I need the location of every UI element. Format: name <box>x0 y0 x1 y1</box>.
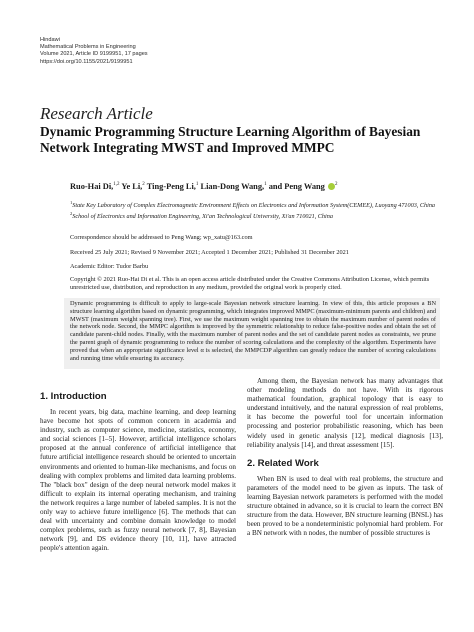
affiliation-item <box>70 210 440 221</box>
intro-heading: 1. Introduction <box>40 391 107 402</box>
author-affil-marker: 2 <box>142 182 145 188</box>
right-column <box>247 377 443 539</box>
author-affil-marker: 1,2 <box>113 182 120 188</box>
affiliation-marker: 2 <box>70 210 73 216</box>
author-list <box>70 182 337 191</box>
related-work-heading: 2. Related Work <box>247 457 319 469</box>
author-name: Ruo-Hai Di, <box>70 182 114 191</box>
author-affil-marker: 1 <box>264 182 267 188</box>
author-name: and Peng Wang <box>268 182 325 191</box>
author-name: Ye Li, <box>121 182 143 191</box>
author-name: Lian-Dong Wang, <box>200 182 265 191</box>
publication-dates: Received 25 July 2021; Revised 9 November 2021; Accepted 1 December 2021; Published 31 December 2021 <box>70 249 349 256</box>
affiliation-marker: 1 <box>70 200 73 205</box>
academic-editor: Academic Editor: Tudor Barbu <box>70 263 149 270</box>
doi-link[interactable]: https://doi.org/10.1155/2021/9199951 <box>40 58 133 65</box>
paper-title: Dynamic Programming Structure Learning Algorithm of Bayesian Network Integrating MWST and Improved MMPC <box>40 124 421 156</box>
author-affil-marker: 1 <box>195 182 199 188</box>
article-type: Research Article <box>40 104 153 123</box>
related-work-paragraph: When BN is used to deal with real problems, the structure and parameters of the model need to be given as inputs. The task of learning Bayesian network parameters is performed with the model structure obtained in advance, so it is crucial to learn the correct BN structure from the data. However, BN structure learning (BNSL) has been proved to be a nondeterministic polynomial hard problem. For a BN network with n nodes, the number of possible structures is <box>247 474 443 538</box>
affiliation-item <box>70 199 440 210</box>
body-paragraph: Among them, the Bayesian network has many advantages that other modeling methods do not have. With its rigorous mathematical foundation, graphical topology that is easy to understand intuitively, and the natural expression of real problems, it has become the powerful tool for uncertain information processing and posterior probabilistic reasoning, which has been widely used in genetic analysis [12], medical diagnosis [13], reliability analysis [14], and threat assessment [15]. <box>247 377 443 449</box>
affiliation-text: State Key Laboratory of Complex Electromagnetic Environment Effects on Electronics and Information System(CEMEE), Luoyang 471003, China <box>72 202 436 210</box>
journal-name: Mathematical Problems in Engineering <box>40 44 136 51</box>
orcid-icon[interactable] <box>328 183 335 190</box>
intro-paragraph: In recent years, big data, machine learning, and deep learning have become hot spots of common concern in academia and industry, such as computer science, medicine, statistics, economy, and social sciences [1–5]. However, artificial intelligence scholars proposed at the annual conference of artificial intelligence that future artificial intelligence research should be oriented to uncertain environments and oriented to human-like mechanisms, and focus on dealing with complex problems and limited data learning problems. The "black box" design of the deep neural network model makes it difficult to explain its internal operating mechanism, and training the network requires a large number of labeled samples. It is not the only way to achieve future intelligence [6]. The methods that can deal with uncertainty and combine domain knowledge to model complex problems, such as fuzzy neural network [7, 8], Bayesian network [9], and DS evidence theory [10, 11], have attracted people's attention again. <box>40 408 236 553</box>
affiliation-text: School of Electronics and Information Engineering, Xi'an Technological University, Xi'an 710021, China <box>72 212 333 220</box>
journal-header <box>40 37 148 66</box>
publisher-name: Hindawi <box>40 37 60 43</box>
correspondence: Correspondence should be addressed to Peng Wang; wp_xatu@163.com <box>70 234 253 241</box>
author-name: Ting-Peng Li, <box>146 182 196 191</box>
journal-volume: Volume 2021, Article ID 9199951, 17 pages <box>40 51 148 58</box>
affiliations <box>70 199 440 221</box>
license-statement: Copyright © 2021 Ruo-Hai Di et al. This is an open access article distributed under the Creative Commons Attribution License, which permits unrestricted use, distribution, and reproduction in any medium, provided the original work is properly cited. <box>70 276 430 291</box>
abstract-text: Dynamic programming is difficult to apply to large-scale Bayesian network structure learning. In view of this, this article proposes a BN structure learning algorithm based on dynamic programming, which integrates improved MMPC (maximum-minimum parents and children) and MWST (maximum weight spanning tree). First, we use the maximum weight spanning tree to obtain the maximum number of parent nodes of the network node. Second, the MMPC algorithm is improved by the symmetric relationship to reduce false-positive nodes and obtain the set of candidate parent-child nodes. Finally, with the maximum number of parent nodes and the set of candidate parent nodes as constraints, we prune the parent graph of dynamic programming to reduce the number of scoring calculations and the complexity of the algorithm. Experiments have proved that when an appropriate significance level α is selected, the MMPCDP algorithm can greatly reduce the number of scoring calculations and running time while ensuring its accuracy. <box>70 300 436 362</box>
author-affil-marker: 2 <box>334 182 338 188</box>
